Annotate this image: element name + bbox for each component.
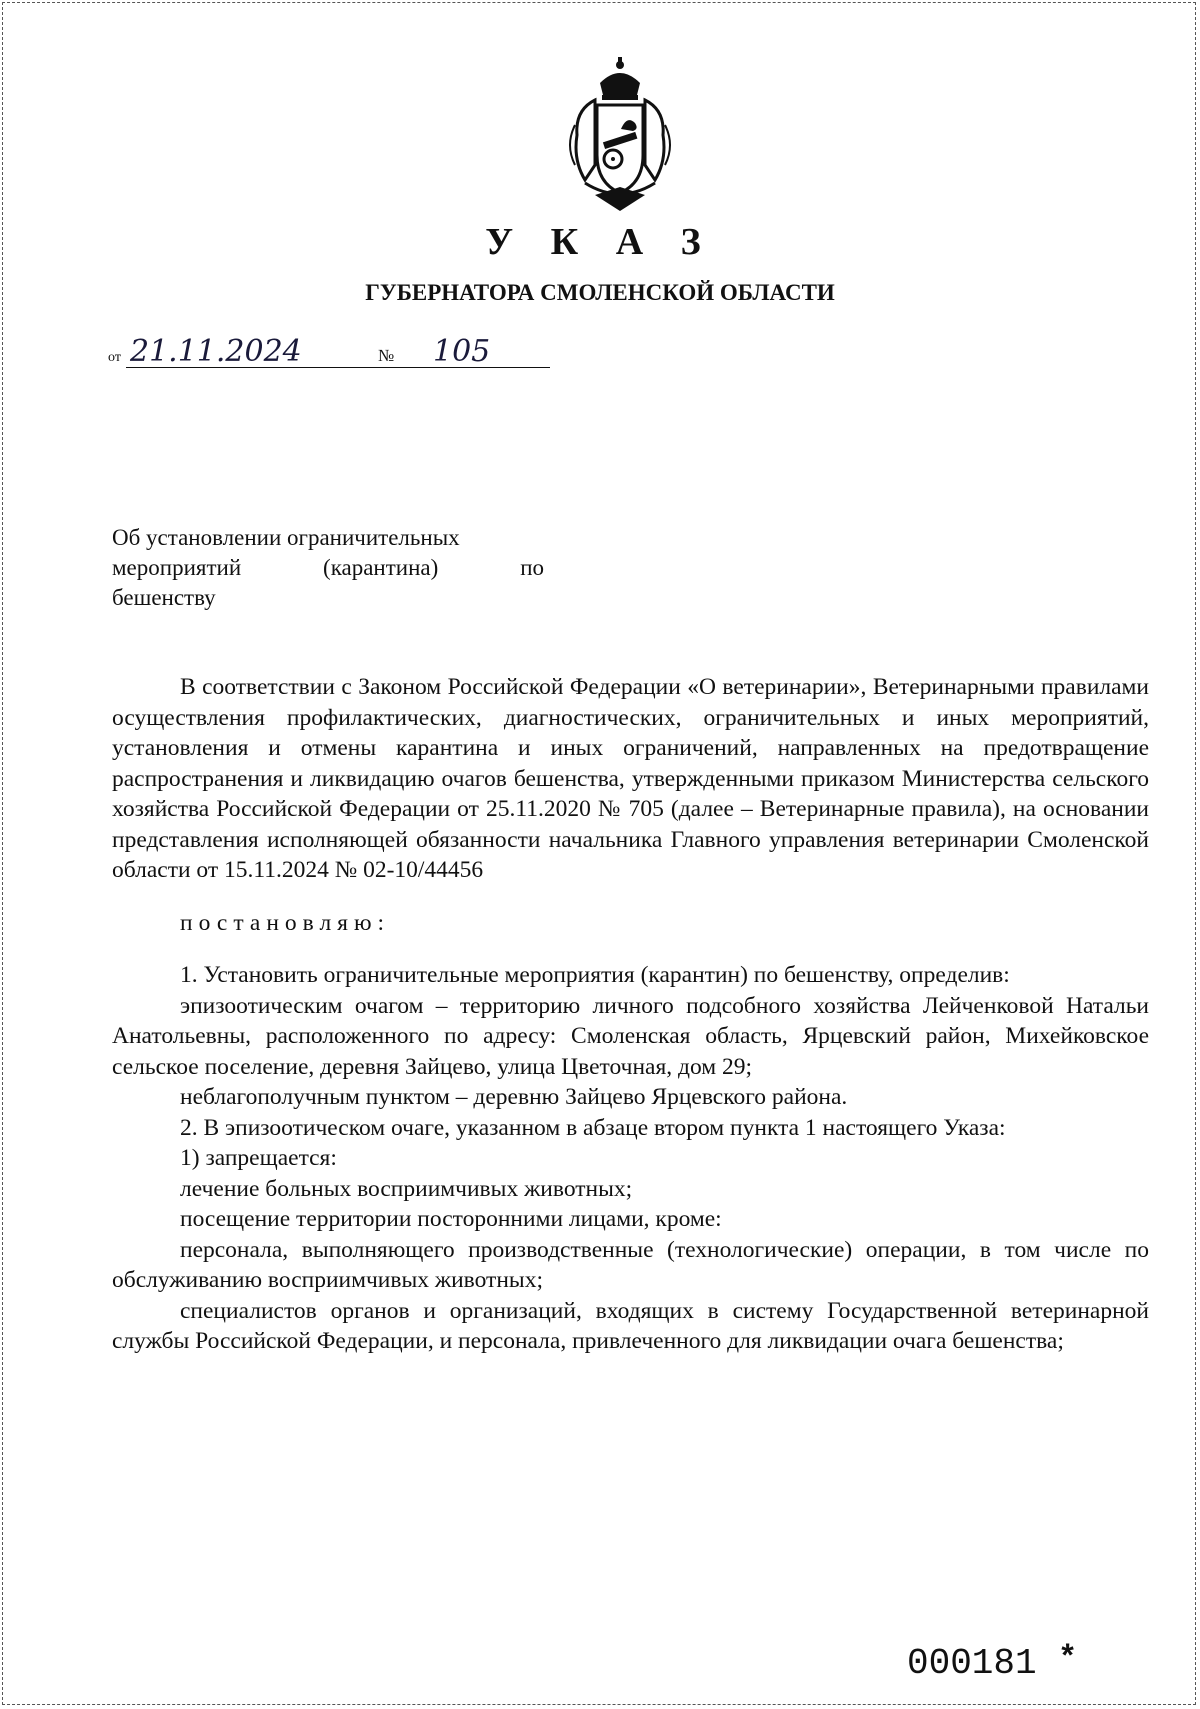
- decree-word: постановляю:: [180, 909, 391, 936]
- item-2-c: персонала, выполняющего производственные (технологические) операции, в том числе по обслуживанию восприимчивых животных;: [112, 1236, 1149, 1293]
- serial-number: 000181: [907, 1643, 1037, 1684]
- item-1: 1. Установить ограничительные мероприятия (карантин) по бешенству, определив:: [180, 962, 1010, 988]
- heading-line: бешенству: [112, 585, 216, 610]
- coat-of-arms-icon: [555, 55, 685, 215]
- date-number-line: [108, 330, 568, 370]
- decree-title: У К А З: [485, 221, 715, 263]
- date-handwritten: 21.11.2024: [130, 334, 302, 369]
- item-1-focus: эпизоотическим очагом – территорию личного подсобного хозяйства Лейченковой Натальи Анатольевны, расположенного по адресу: Смоленская область, Ярцевский район, Михейковское сельское поселение, деревня Зайцево, улица Цветочная, дом 29;: [112, 992, 1149, 1080]
- item-2-sub-1: 1) запрещается:: [180, 1145, 337, 1171]
- preamble-paragraph: В соответствии с Законом Российской Федерации «О ветеринарии», Ветеринарными правилами осуществления профилактических, диагностических, ограничительных и иных мероприятий, установления и отмены карантина и иных ограничений, направленных на предотвращение распространения и ликвидацию очагов бешенства, утвержденными приказом Министерства сельского хозяйства Российской Федерации от 25.11.2020 № 705 (далее – Ветеринарные правила), на основании представления исполняющей обязанности начальника Главного управления ветеринарии Смоленской области от 15.11.2024 № 02-10/44456: [112, 674, 1149, 883]
- heading-line: мероприятий (карантина) по: [112, 555, 544, 580]
- document-heading: [112, 523, 544, 613]
- decree-subtitle: ГУБЕРНАТОРА СМОЛЕНСКОЙ ОБЛАСТИ: [365, 280, 835, 305]
- serial-star: *: [1058, 1640, 1078, 1677]
- item-2-a: лечение больных восприимчивых животных;: [180, 1175, 633, 1202]
- number-handwritten: 105: [433, 334, 491, 369]
- item-2-d: специалистов органов и организаций, входящих в систему Государственной ветеринарной службы Российской Федерации, и персонала, привлеченного для ликвидации очага бешенства;: [112, 1297, 1149, 1354]
- heading-line: Об установлении ограничительных: [112, 525, 460, 550]
- item-2-b: посещение территории посторонними лицами, кроме:: [180, 1206, 722, 1232]
- item-2: 2. В эпизоотическом очаге, указанном в абзаце втором пункта 1 настоящего Указа:: [180, 1114, 1006, 1141]
- number-label: №: [378, 346, 395, 365]
- item-1-point: неблагополучным пунктом – деревню Зайцево Ярцевского района.: [180, 1084, 848, 1110]
- document-body: [112, 672, 1149, 1357]
- date-label: от: [108, 350, 121, 365]
